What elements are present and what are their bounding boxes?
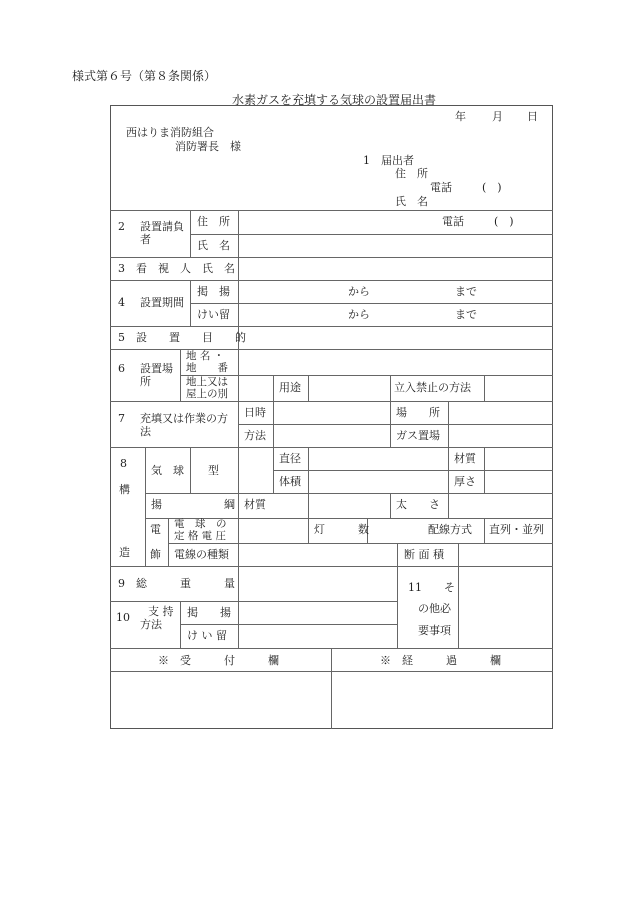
progress-field[interactable]	[332, 672, 552, 728]
form-title: 水素ガスを充填する気球の設置届出書	[232, 93, 437, 107]
sec7-gas-storage-label: ガス置場	[396, 429, 440, 442]
sec4-label: 設置期間	[140, 296, 184, 309]
date-day: 日	[527, 110, 538, 123]
sec2-address-field[interactable]	[239, 211, 434, 233]
sec6-place-l1: 地 名 ・	[186, 350, 225, 362]
sec3-watcher-name-field[interactable]	[239, 258, 552, 279]
sec7-num: 7	[118, 412, 125, 425]
sec11-label-l2: の他必	[418, 602, 451, 615]
sec2-name-label: 氏 名	[197, 239, 230, 252]
sec8-lamps-label: 灯 数	[314, 523, 369, 536]
sec11-label-l3: 要事項	[418, 624, 451, 637]
sec4-raise-from: から	[348, 285, 370, 298]
sec7-gas-storage-field[interactable]	[449, 425, 552, 446]
sec7-datetime-label: 日時	[244, 406, 266, 419]
sec6-address-field[interactable]	[239, 350, 552, 374]
sec8-rope-thickness-label: 太 さ	[396, 498, 440, 511]
sec9-total-weight-field[interactable]	[239, 567, 396, 600]
sec7-place-label: 場 所	[396, 406, 440, 419]
sec2-num: 2	[118, 220, 125, 233]
sec10-raise-label: 掲 揚	[187, 606, 231, 619]
sec6-num: 6	[118, 362, 125, 375]
sec7-method-field[interactable]	[274, 425, 389, 446]
sec11-other-field[interactable]	[459, 567, 552, 647]
sec8-rope-label-left: 揚	[151, 498, 162, 511]
sec4-moor-period-field[interactable]	[239, 304, 552, 325]
sec5-purpose-field[interactable]	[239, 327, 552, 348]
sec10-raise-field[interactable]	[239, 602, 396, 623]
sec8-balloon-type-field[interactable]	[239, 448, 272, 492]
sec10-num: 10	[116, 611, 130, 624]
sec2-phone-label: 電話	[442, 215, 464, 228]
sec8-material-label: 材質	[454, 452, 476, 465]
sec6-no-entry-label: 立入禁止の方法	[394, 381, 471, 394]
sec6-ground-roof-field[interactable]	[239, 376, 272, 400]
sec7-method-label: 方法	[244, 429, 266, 442]
sec4-raise-until: まで	[455, 285, 477, 298]
sec2-label-l2: 者	[140, 233, 151, 246]
addressee-title: 消防署長 様	[175, 140, 241, 153]
sec8-thickness-field[interactable]	[485, 471, 552, 492]
sec8-rope-material-field[interactable]	[274, 494, 389, 517]
sec7-datetime-field[interactable]	[274, 402, 389, 423]
sec8-deco-char-2: 飾	[150, 548, 161, 561]
sec6-place-l2: 地 番	[186, 362, 228, 374]
sec10-label-l1: 支 持	[148, 605, 174, 618]
sec6-use-field[interactable]	[309, 376, 389, 400]
sec10-moor-label: け い 留	[187, 629, 227, 642]
sec6-no-entry-field[interactable]	[485, 376, 552, 400]
sec2-label-l1: 設置請負	[140, 220, 184, 233]
form-number: 様式第６号（第８条関係）	[72, 69, 217, 83]
sec10-label-l2: 方法	[140, 618, 162, 631]
sec7-label-l1: 充填又は作業の方	[140, 412, 228, 425]
applicant-phone-parens: ( )	[482, 181, 502, 194]
sec2-phone-parens: ( )	[494, 215, 514, 228]
sec4-moor-until: まで	[455, 308, 477, 321]
date-month: 月	[492, 110, 503, 123]
sec8-bulb-voltage-field[interactable]	[239, 519, 307, 542]
progress-header: ※ 経 過 欄	[380, 654, 501, 667]
sec8-rope-thickness-field[interactable]	[449, 494, 552, 517]
applicant-address-label: 住 所	[395, 167, 428, 180]
applicant-name-label: 氏 名	[395, 195, 428, 208]
sec8-char-structure-1: 構	[119, 483, 130, 496]
sec8-thickness-label: 厚さ	[454, 475, 476, 488]
sec7-label-l2: 法	[140, 425, 151, 438]
sec8-char-structure-2: 造	[119, 546, 130, 559]
sec8-bulb-voltage-l2: 定 格 電 圧	[174, 530, 227, 542]
sec6-ground-l1: 地上又は	[186, 376, 228, 388]
sec4-moor-from: から	[348, 308, 370, 321]
sec8-volume-label: 体積	[279, 475, 301, 488]
sec8-wire-type-label: 電線の種類	[174, 548, 229, 561]
sec4-raise-label: 掲 揚	[197, 285, 230, 298]
sec8-deco-char-1: 電	[150, 523, 161, 536]
sec8-wire-type-field[interactable]	[239, 544, 396, 565]
sec9-label: 9 総 重 量	[118, 577, 235, 590]
sec8-lamps-field[interactable]	[368, 519, 418, 542]
sec8-material-field[interactable]	[485, 448, 552, 469]
sec8-cross-section-field[interactable]	[459, 544, 552, 565]
sec5-label: 5 設 置 目 的	[118, 331, 246, 344]
reception-header: ※ 受 付 欄	[158, 654, 279, 667]
sec8-num: 8	[120, 457, 127, 470]
addressee-org: 西はりま消防組合	[126, 126, 214, 139]
sec6-ground-l2: 屋上の別	[186, 388, 228, 400]
sec4-moor-label: けい留	[197, 308, 230, 321]
sec6-label-l2: 所	[140, 375, 151, 388]
sec8-wiring-label: 配線方式	[428, 523, 472, 536]
sec6-label-l1: 設置場	[140, 362, 173, 375]
reception-field[interactable]	[111, 672, 330, 728]
sec4-num: 4	[118, 296, 125, 309]
sec2-address-label: 住 所	[197, 215, 230, 228]
sec8-bulb-voltage-l1: 電 球 の	[174, 518, 227, 530]
sec8-volume-field[interactable]	[309, 471, 447, 492]
applicant-phone-label: 電話	[430, 181, 452, 194]
sec8-type-label: 型	[208, 464, 219, 477]
sec7-place-field[interactable]	[449, 402, 552, 423]
sec6-use-label: 用途	[279, 381, 301, 394]
sec10-moor-field[interactable]	[239, 625, 396, 647]
sec11-label-l1: 11 そ	[408, 581, 455, 594]
sec3-label: 3 看 視 人 氏 名	[118, 262, 235, 275]
sec8-wiring-value[interactable]: 直列・並列	[489, 523, 544, 536]
sec4-raise-period-field[interactable]	[239, 281, 552, 302]
sec8-balloon-label: 気 球	[151, 464, 184, 477]
sec8-rope-material-label: 材質	[244, 498, 266, 511]
sec8-rope-label-right: 綱	[224, 498, 235, 511]
sec8-diameter-field[interactable]	[309, 448, 447, 469]
sec8-diameter-label: 直径	[279, 452, 301, 465]
sec2-name-field[interactable]	[239, 235, 552, 256]
sec8-cross-section-label: 断 面 積	[404, 548, 444, 561]
applicant-label: 1 届出者	[363, 154, 414, 167]
date-year: 年	[455, 110, 466, 123]
